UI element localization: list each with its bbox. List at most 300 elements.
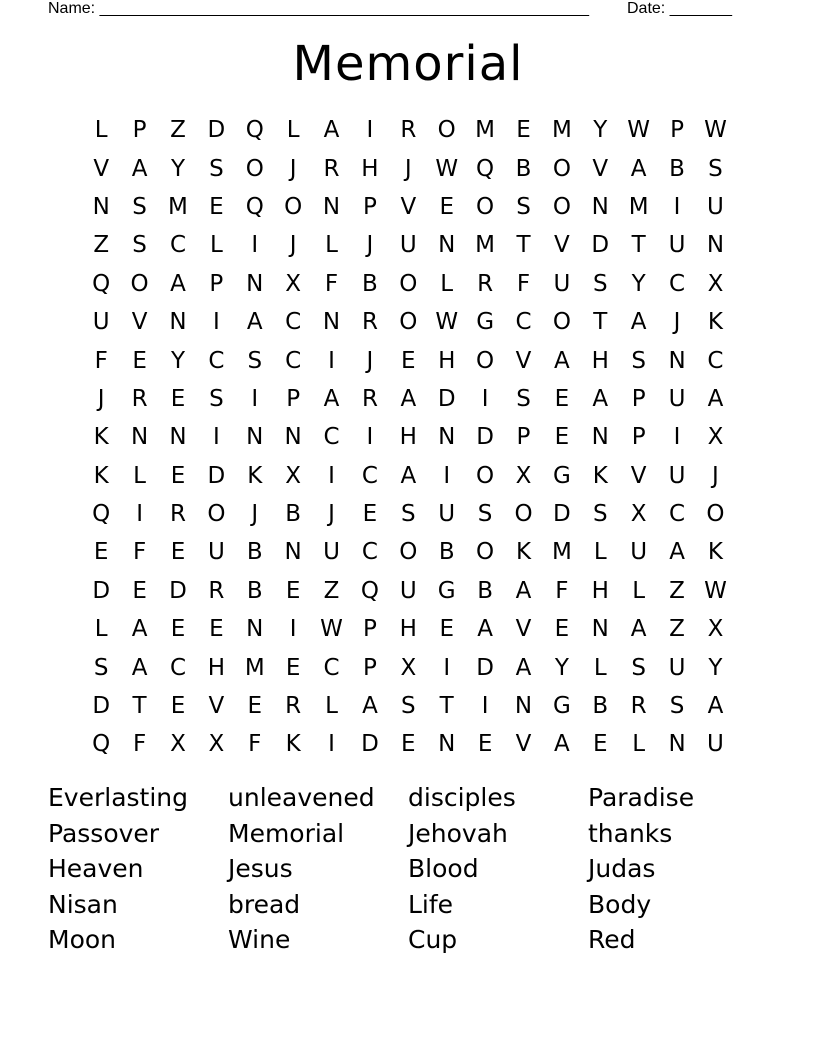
grid-letter: J — [366, 232, 374, 259]
grid-letter: X — [707, 270, 724, 297]
grid-letter: G — [552, 693, 571, 720]
grid-letter: A — [630, 309, 647, 336]
grid-letter: V — [554, 232, 570, 259]
grid-letter: U — [399, 577, 417, 604]
grid-letter: N — [438, 424, 456, 451]
grid-letter: K — [707, 309, 723, 336]
grid-letter: O — [476, 347, 495, 374]
grid-letter: Q — [476, 155, 495, 182]
grid-letter: D — [92, 577, 111, 604]
grid-letter: U — [630, 539, 648, 566]
grid-letter: E — [170, 385, 186, 412]
grid-letter: U — [668, 462, 686, 489]
grid-letter: Y — [170, 155, 185, 182]
word-list-item: Red — [588, 925, 636, 954]
grid-letter: U — [207, 539, 225, 566]
grid-letter: T — [132, 693, 147, 720]
grid-letter: F — [516, 270, 531, 297]
grid-letter: N — [591, 193, 609, 220]
grid-letter: T — [439, 693, 454, 720]
grid-letter: H — [399, 616, 417, 643]
grid-letter: K — [285, 731, 301, 758]
grid-letter: M — [244, 654, 265, 681]
grid-letter: E — [554, 616, 570, 643]
grid-letter: R — [208, 577, 225, 604]
grid-letter: B — [285, 501, 302, 528]
grid-letter: I — [328, 462, 335, 489]
grid-letter: L — [209, 232, 223, 259]
grid-letter: D — [169, 577, 187, 604]
grid-letter: D — [92, 693, 111, 720]
grid-letter: E — [209, 193, 224, 220]
grid-letter: V — [208, 693, 225, 720]
grid-letter: J — [251, 501, 259, 528]
grid-letter: Q — [360, 577, 379, 604]
grid-letter: B — [477, 577, 493, 604]
grid-letter: C — [169, 654, 186, 681]
grid-letter: F — [324, 270, 339, 297]
grid-letter: H — [438, 347, 456, 374]
grid-letter: Q — [92, 270, 111, 297]
grid-letter: D — [591, 232, 610, 259]
word-list-item: Jehovah — [408, 818, 508, 848]
grid-letter: B — [246, 577, 263, 604]
grid-letter: I — [481, 693, 489, 720]
grid-letter: Q — [245, 193, 264, 220]
grid-letter: B — [515, 155, 532, 182]
grid-letter: J — [712, 462, 719, 489]
grid-letter: A — [707, 385, 724, 412]
grid-letter: U — [707, 193, 724, 220]
grid-letter: P — [631, 385, 646, 412]
grid-letter: X — [630, 501, 647, 528]
grid-letter: O — [130, 270, 149, 297]
grid-letter: B — [246, 539, 263, 566]
grid-letter: A — [246, 309, 263, 336]
grid-letter: P — [631, 424, 646, 451]
grid-letter: N — [438, 232, 456, 259]
grid-letter: J — [289, 155, 297, 182]
grid-letter: I — [136, 501, 143, 528]
grid-letter: Q — [92, 731, 111, 758]
grid-letter: J — [404, 155, 412, 182]
grid-letter: I — [673, 193, 681, 220]
grid-letter: D — [476, 424, 494, 451]
word-list-item: thanks — [588, 818, 673, 848]
grid-letter: Y — [593, 117, 608, 144]
grid-letter: W — [435, 155, 459, 182]
grid-letter: C — [361, 539, 378, 566]
grid-letter: N — [92, 193, 110, 220]
grid-letter: N — [668, 731, 686, 758]
word-list-item: Everlasting — [48, 783, 189, 812]
grid-letter: Y — [708, 654, 723, 681]
grid-letter: D — [476, 654, 494, 681]
grid-letter: E — [132, 577, 147, 604]
grid-letter: F — [132, 539, 147, 566]
grid-letter: N — [246, 424, 264, 451]
grid-letter: H — [591, 577, 609, 604]
grid-letter: R — [285, 693, 302, 720]
grid-letter: A — [170, 270, 186, 297]
word-list-item: Paradise — [588, 783, 695, 812]
grid-letter: M — [551, 539, 572, 566]
grid-letter: O — [399, 309, 418, 336]
grid-letter: L — [325, 693, 338, 720]
grid-letter: M — [475, 232, 496, 259]
grid-letter: V — [515, 616, 532, 643]
grid-letter: K — [592, 462, 608, 489]
grid-letter: A — [554, 347, 570, 374]
grid-letter: I — [443, 462, 451, 489]
grid-letter: R — [361, 309, 378, 336]
grid-letter: O — [284, 193, 303, 220]
word-list-item: Heaven — [48, 854, 144, 883]
grid-letter: V — [131, 309, 148, 336]
grid-letter: H — [591, 347, 609, 374]
grid-letter: K — [93, 424, 109, 451]
grid-letter: I — [289, 616, 297, 643]
grid-letter: S — [132, 193, 147, 220]
grid-letter: O — [476, 462, 495, 489]
grid-letter: Z — [170, 117, 186, 144]
grid-letter: J — [328, 501, 335, 528]
grid-letter: V — [515, 347, 532, 374]
grid-letter: Z — [323, 577, 340, 604]
grid-letter: V — [592, 155, 609, 182]
grid-letter: N — [591, 616, 609, 643]
name-line: Name: _______________________________________________________ — [48, 0, 589, 17]
grid-letter: Z — [93, 232, 110, 259]
grid-letter: A — [362, 693, 378, 720]
grid-letter: P — [362, 654, 377, 681]
grid-letter: M — [168, 193, 188, 220]
grid-letter: S — [132, 232, 147, 259]
grid-letter: I — [673, 424, 681, 451]
grid-letter: V — [515, 731, 532, 758]
grid-letter: X — [707, 424, 724, 451]
grid-letter: A — [131, 155, 148, 182]
word-list-item: Nisan — [48, 889, 118, 919]
grid-letter: O — [706, 501, 725, 528]
grid-letter: I — [251, 385, 259, 412]
grid-letter: N — [284, 539, 302, 566]
word-list-item: Wine — [228, 925, 291, 954]
grid-letter: S — [247, 347, 263, 374]
grid-letter: L — [593, 539, 607, 566]
grid-letter: N — [706, 232, 725, 259]
grid-letter: E — [593, 731, 608, 758]
word-list — [48, 780, 768, 958]
grid-letter: X — [707, 616, 724, 643]
grid-letter: A — [400, 462, 417, 489]
grid-letter: E — [516, 117, 531, 144]
word-list-item: Life — [408, 889, 454, 919]
grid-letter: S — [631, 347, 646, 374]
grid-letter: I — [212, 424, 220, 451]
grid-letter: C — [208, 347, 225, 374]
grid-letter: I — [366, 117, 374, 144]
word-list-item: unleavened — [228, 783, 375, 812]
grid-letter: O — [552, 193, 571, 220]
word-list-item: Body — [588, 889, 652, 919]
grid-letter: F — [555, 577, 569, 604]
grid-letter: C — [669, 501, 686, 528]
header-line — [48, 0, 748, 22]
grid-letter: L — [94, 616, 108, 643]
grid-letter: W — [627, 117, 651, 144]
grid-letter: O — [399, 539, 418, 566]
grid-letter: N — [322, 309, 341, 336]
grid-letter: U — [668, 385, 686, 412]
grid-letter: A — [554, 731, 570, 758]
grid-letter: L — [440, 270, 454, 297]
grid-letter: S — [209, 155, 224, 182]
grid-letter: Z — [669, 577, 685, 604]
grid-letter: S — [669, 693, 685, 720]
grid-letter: U — [399, 232, 417, 259]
grid-letter: N — [246, 616, 264, 643]
grid-letter: S — [592, 501, 608, 528]
grid-letter: E — [132, 347, 147, 374]
grid-letter: F — [94, 347, 108, 374]
grid-letter: P — [670, 117, 684, 144]
grid-letter: C — [285, 347, 302, 374]
grid-letter: S — [477, 501, 493, 528]
grid-letter: S — [516, 193, 531, 220]
grid-letter: O — [399, 270, 418, 297]
grid-letter: J — [366, 347, 374, 374]
grid-letter: X — [208, 731, 225, 758]
grid-letter: B — [669, 155, 685, 182]
word-list-item: disciples — [408, 783, 516, 812]
grid-letter: G — [437, 577, 456, 604]
grid-letter: D — [207, 117, 226, 144]
grid-letter: S — [93, 654, 109, 681]
grid-letter: N — [246, 270, 264, 297]
page-title: Memorial — [292, 36, 524, 92]
grid-letter: A — [323, 385, 340, 412]
grid-letter: T — [593, 309, 608, 336]
grid-letter: L — [632, 731, 646, 758]
grid-letter: Z — [669, 616, 685, 643]
grid-letter: H — [361, 155, 379, 182]
grid-letter: K — [515, 539, 532, 566]
word-list-item: bread — [228, 889, 301, 919]
grid-letter: V — [630, 462, 647, 489]
grid-letter: D — [361, 731, 379, 758]
grid-letter: O — [437, 117, 456, 144]
grid-letter: C — [169, 232, 186, 259]
grid-letter: A — [515, 654, 532, 681]
grid-letter: W — [704, 577, 727, 604]
grid-letter: L — [632, 577, 646, 604]
grid-letter: C — [323, 654, 340, 681]
grid-letter: Y — [170, 347, 185, 374]
grid-letter: A — [592, 385, 609, 412]
grid-letter: S — [592, 270, 608, 297]
grid-letter: U — [668, 232, 686, 259]
grid-letter: E — [477, 731, 493, 758]
grid-letter: E — [209, 616, 224, 643]
grid-letter: A — [131, 654, 148, 681]
grid-letter: P — [516, 424, 531, 451]
grid-letter: E — [93, 539, 109, 566]
grid-letter: S — [631, 654, 646, 681]
grid-letter: G — [476, 309, 495, 336]
grid-letter: L — [94, 117, 108, 144]
grid-letter: R — [400, 117, 417, 144]
grid-letter: X — [400, 654, 417, 681]
grid-letter: P — [286, 385, 301, 412]
grid-letter: O — [476, 539, 495, 566]
grid-letter: W — [435, 309, 459, 336]
grid-letter: X — [170, 731, 186, 758]
grid-letter: Y — [631, 270, 646, 297]
grid-letter: I — [328, 731, 335, 758]
grid-letter: B — [438, 539, 455, 566]
grid-letter: O — [552, 309, 571, 336]
grid-letter: M — [551, 117, 572, 144]
grid-letter: L — [325, 232, 338, 259]
grid-letter: E — [554, 424, 570, 451]
grid-letter: C — [361, 462, 378, 489]
grid-letter: N — [284, 424, 302, 451]
grid-letter: A — [515, 577, 532, 604]
grid-letter: R — [169, 501, 186, 528]
grid-letter: A — [669, 539, 685, 566]
grid-letter: R — [477, 270, 494, 297]
grid-letter: J — [289, 232, 297, 259]
grid-letter: C — [669, 270, 686, 297]
grid-letter: U — [553, 270, 571, 297]
word-list-item: Jesus — [228, 854, 293, 883]
grid-letter: A — [630, 616, 647, 643]
grid-letter: L — [286, 117, 300, 144]
grid-letter: M — [475, 117, 496, 144]
grid-letter: N — [322, 193, 341, 220]
grid-letter: Y — [554, 654, 569, 681]
grid-letter: K — [247, 462, 263, 489]
grid-letter: P — [209, 270, 224, 297]
grid-letter: A — [131, 616, 148, 643]
grid-letter: U — [438, 501, 456, 528]
grid-letter: C — [515, 309, 532, 336]
grid-letter: R — [630, 693, 647, 720]
grid-letter: P — [362, 193, 377, 220]
grid-letter: E — [362, 501, 378, 528]
grid-letter: A — [477, 616, 493, 643]
grid-letter: G — [552, 462, 571, 489]
grid-letter: J — [97, 385, 105, 412]
grid-letter: N — [169, 424, 187, 451]
grid-letter: I — [481, 385, 489, 412]
grid-letter: E — [439, 616, 454, 643]
grid-letter: Q — [245, 117, 264, 144]
grid-letter: C — [323, 424, 340, 451]
grid-letter: E — [247, 693, 263, 720]
grid-letter: U — [668, 654, 686, 681]
grid-letter: I — [212, 309, 220, 336]
grid-letter: E — [170, 462, 186, 489]
grid-letter: N — [668, 347, 686, 374]
grid-letter: R — [361, 385, 378, 412]
grid-letter: N — [591, 424, 609, 451]
grid-letter: K — [93, 462, 109, 489]
grid-letter: A — [707, 693, 724, 720]
grid-letter: U — [323, 539, 340, 566]
grid-letter: N — [169, 309, 187, 336]
grid-letter: H — [207, 654, 226, 681]
grid-letter: U — [707, 731, 724, 758]
grid-letter: E — [170, 616, 186, 643]
grid-letter: T — [631, 232, 646, 259]
grid-letter: D — [553, 501, 571, 528]
word-list-item: Cup — [408, 925, 458, 954]
grid-letter: A — [323, 117, 340, 144]
word-list-item: Blood — [408, 854, 479, 883]
grid-letter: Q — [92, 501, 111, 528]
grid-letter: E — [285, 577, 301, 604]
grid-letter: H — [399, 424, 417, 451]
grid-letter: E — [401, 731, 416, 758]
grid-letter: C — [707, 347, 724, 374]
grid-letter: R — [131, 385, 148, 412]
grid-letter: D — [207, 462, 226, 489]
grid-letter: W — [704, 117, 727, 144]
grid-letter: C — [285, 309, 302, 336]
grid-letter: A — [400, 385, 417, 412]
grid-letter: E — [285, 654, 301, 681]
grid-letter: I — [366, 424, 374, 451]
grid-letter: F — [132, 731, 147, 758]
grid-letter: E — [170, 693, 186, 720]
grid-letter: X — [285, 270, 302, 297]
grid-letter: S — [516, 385, 531, 412]
date-line: Date: _______ — [627, 0, 732, 17]
grid-letter: P — [132, 117, 147, 144]
word-list-item: Judas — [588, 854, 656, 883]
grid-letter: V — [93, 155, 110, 182]
grid-letter: F — [248, 731, 262, 758]
grid-letter: B — [362, 270, 378, 297]
grid-letter: O — [552, 155, 571, 182]
grid-letter: X — [515, 462, 532, 489]
grid-letter: I — [328, 347, 335, 374]
grid-letter: E — [401, 347, 416, 374]
grid-letter: U — [92, 309, 110, 336]
grid-letter: I — [251, 232, 259, 259]
grid-letter: O — [207, 501, 226, 528]
grid-letter: E — [170, 539, 186, 566]
grid-letter: D — [437, 385, 456, 412]
grid-letter: O — [245, 155, 264, 182]
grid-letter: L — [133, 462, 146, 489]
grid-letter: M — [628, 193, 649, 220]
grid-letter: L — [593, 654, 607, 681]
grid-letter: E — [439, 193, 454, 220]
grid-letter: V — [400, 193, 417, 220]
grid-letter: E — [554, 385, 570, 412]
grid-letter: W — [320, 616, 343, 643]
grid-letter: R — [323, 155, 340, 182]
grid-letter: P — [362, 616, 377, 643]
letter-grid — [82, 111, 735, 764]
grid-letter: N — [130, 424, 149, 451]
grid-letter: A — [630, 155, 647, 182]
grid-letter: B — [592, 693, 609, 720]
grid-letter: T — [516, 232, 531, 259]
